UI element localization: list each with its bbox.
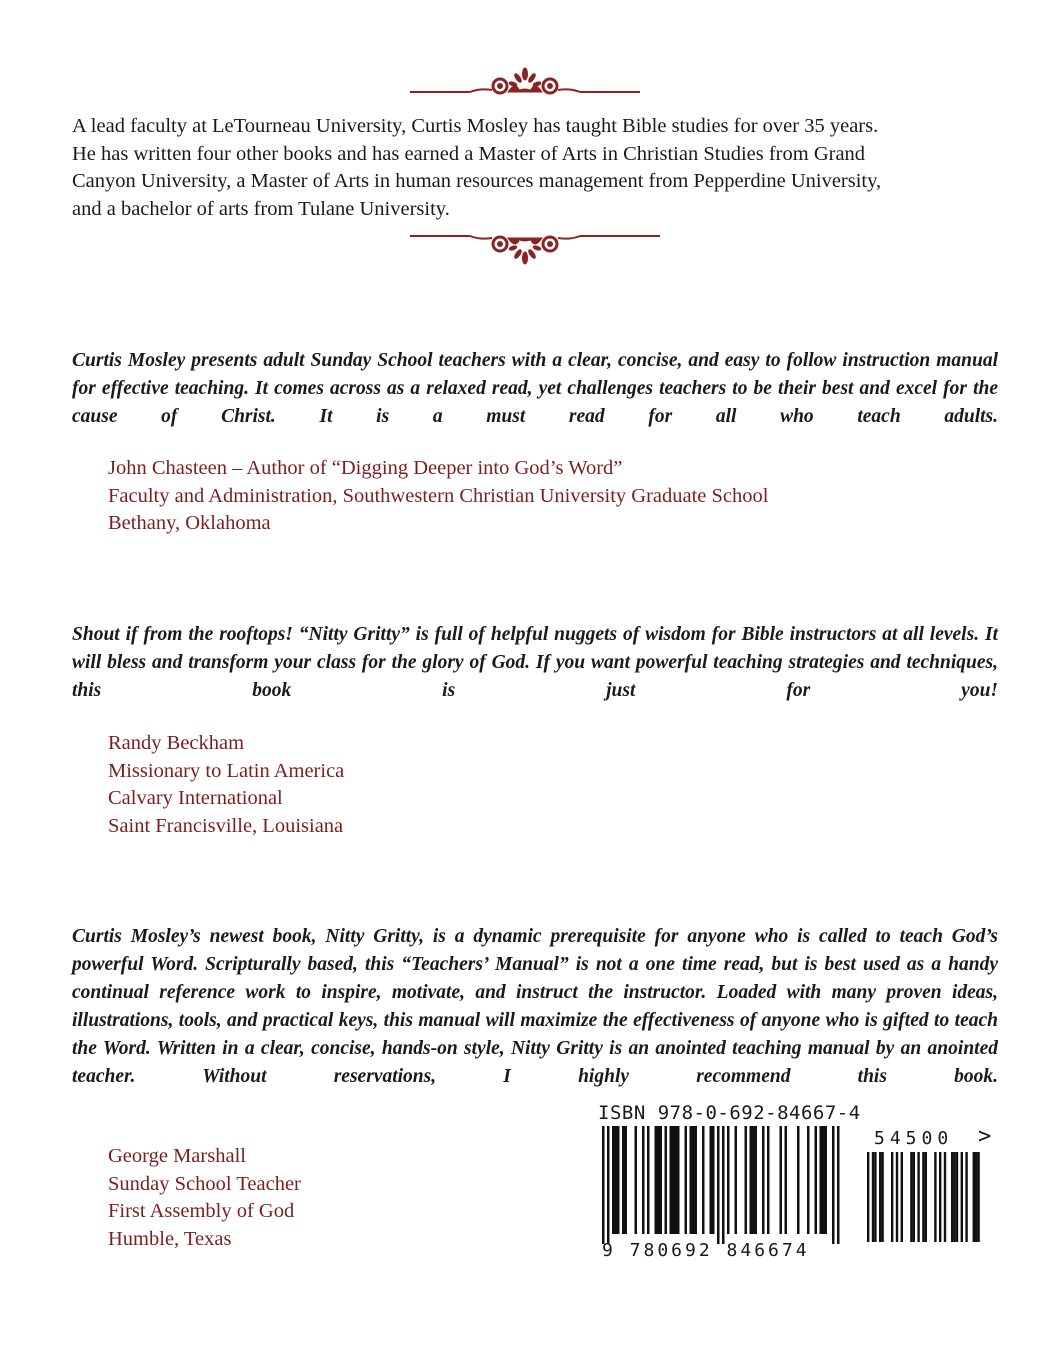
barcode-bar [617, 1126, 620, 1234]
ean-digits: 9 780692 846674 [602, 1240, 810, 1261]
barcode-bar [692, 1126, 695, 1234]
barcode-bar [625, 1126, 628, 1234]
barcode-bar [917, 1152, 919, 1242]
barcode-bar [655, 1126, 658, 1234]
barcode-bar [977, 1152, 979, 1242]
barcode-bar [685, 1126, 688, 1234]
bio-line: and a bachelor of arts from Tulane University. [72, 197, 450, 220]
barcode-bar [690, 1126, 693, 1234]
isbn-barcode [592, 1102, 1012, 1272]
barcode-bar [797, 1126, 800, 1234]
barcode-bar [807, 1126, 810, 1234]
barcode-bar [901, 1152, 903, 1242]
barcode-bar [635, 1126, 638, 1234]
barcode-bar [956, 1152, 958, 1242]
bio-line: A lead faculty at LeTourneau University, Curtis Mosley has taught Bible studies for over 35 years. [72, 115, 879, 137]
barcode-bar [910, 1152, 912, 1242]
barcode-bar [925, 1152, 927, 1242]
barcode-bar [755, 1126, 758, 1234]
barcode-bar [612, 1126, 615, 1234]
barcode-bar [874, 1152, 876, 1242]
attribution-line: Humble, Texas [108, 1227, 232, 1250]
ean13-barcode-bars [602, 1126, 852, 1246]
addon-barcode-bars [867, 1152, 997, 1246]
barcode-bar [642, 1126, 645, 1234]
endorsement-quote: Curtis Mosley’s newest book, Nitty Gritty, is a dynamic prerequisite for anyone who is called to teach God’s powerful Word. Scripturally based, this “Teachers’ Manual” is not a one time read, but is best used as a handy continual reference work to inspire, motivate, and instruct the instructor. Loaded with many proven ideas, illustrations, tools, and practical keys, this manual will maximize the effectiveness of anyone who is gifted to teach the Word. Written in a clear, concise, hands-on style, Nitty Gritty is an anointed teaching manual by an anointed teacher. Without reservations, I highly recommend this book. [72, 926, 998, 1087]
barcode-bar [647, 1126, 650, 1234]
attribution-line: Saint Francisville, Louisiana [108, 814, 344, 837]
barcode-bar [879, 1152, 881, 1242]
barcode-bar [750, 1126, 753, 1234]
attribution-line: Randy Beckham [108, 732, 245, 754]
top-ornament [0, 62, 1051, 104]
barcode-bar [785, 1126, 788, 1234]
barcode-bar [712, 1126, 715, 1234]
attribution-line: First Assembly of God [108, 1200, 295, 1222]
barcode-bar [780, 1126, 783, 1234]
barcode-bar [832, 1126, 835, 1244]
flourish-ornament-top-icon [0, 62, 1051, 104]
barcode-bar [767, 1126, 770, 1234]
barcode-bar [710, 1126, 713, 1234]
barcode-bar [745, 1126, 748, 1234]
barcode-bar [665, 1126, 668, 1234]
barcode-bar [965, 1152, 967, 1242]
barcode-bar [820, 1126, 823, 1234]
attribution-line: Faculty and Administration, Southwestern Christian University Graduate School [108, 484, 769, 507]
barcode-bar [872, 1152, 874, 1242]
barcode-bar [717, 1126, 720, 1244]
barcode-bar [973, 1152, 975, 1242]
author-bio [72, 113, 1002, 223]
attribution-line: Sunday School Teacher [108, 1172, 301, 1195]
barcode-bar [602, 1126, 605, 1244]
bottom-ornament [0, 228, 1051, 274]
barcode-bar [837, 1126, 840, 1244]
barcode-bar [695, 1126, 698, 1234]
bio-line: Canyon University, a Master of Arts in human resources management from Pepperdine University, [72, 170, 882, 192]
barcode-bar [975, 1152, 977, 1242]
barcode-bar [944, 1152, 946, 1242]
endorsement-quote: Curtis Mosley presents adult Sunday School teachers with a clear, concise, and easy to follow instruction manual for effective teaching. It comes across as a relaxed read, yet challenges teachers to be their best and excel for the cause of Christ. It is a must read for all who teach adults. [72, 350, 998, 427]
endorsement-quote: Shout if from the rooftops! “Nitty Gritty” is full of helpful nuggets of wisdom for Bible instructors at all levels. It will bless and transform your class for the glory of God. If you want powerful teaching strategies and techniques, this book is just for you! [72, 624, 998, 701]
barcode-bar [881, 1152, 883, 1242]
barcode-bar [752, 1126, 755, 1234]
barcode-bar [622, 1126, 625, 1234]
bio-line: He has written four other books and has earned a Master of Arts in Christian Studies from Grand [72, 142, 866, 165]
barcode-bar [657, 1126, 660, 1234]
attribution-line: John Chasteen – Author of “Digging Deeper into God’s Word” [108, 457, 623, 479]
barcode-bar [825, 1126, 828, 1234]
barcode-bar [939, 1152, 941, 1242]
barcode-bar [702, 1126, 705, 1234]
price-code: 54500 [874, 1128, 954, 1149]
barcode-bar [815, 1126, 818, 1234]
barcode-bar [961, 1152, 963, 1242]
barcode-bar [672, 1126, 675, 1234]
attribution-line: Calvary International [108, 787, 283, 809]
barcode-bar [822, 1126, 825, 1234]
endorsement-attribution [108, 455, 908, 538]
barcode-bar [867, 1152, 869, 1242]
barcode-bar [607, 1126, 610, 1244]
barcode-bar [951, 1152, 953, 1242]
flourish-ornament-bottom-icon [0, 228, 1051, 274]
attribution-line: Missionary to Latin America [108, 759, 345, 782]
barcode-bar [727, 1126, 730, 1234]
barcode-bar [891, 1152, 893, 1242]
barcode-bar [735, 1126, 738, 1234]
barcode-bar [913, 1152, 915, 1242]
endorsement-attribution [108, 730, 908, 840]
barcode-bar [670, 1126, 673, 1234]
attribution-line: Bethany, Oklahoma [108, 512, 271, 534]
barcode-bar [922, 1152, 924, 1242]
barcode-bar [722, 1126, 725, 1244]
barcode-bar [675, 1126, 678, 1234]
barcode-bar [953, 1152, 955, 1242]
barcode-bar [615, 1126, 618, 1234]
price-arrow: > [978, 1124, 992, 1149]
barcode-bar [896, 1152, 898, 1242]
attribution-line: George Marshall [108, 1145, 246, 1167]
barcode-bar [934, 1152, 936, 1242]
barcode-bar [762, 1126, 765, 1234]
barcode-bar [660, 1126, 663, 1234]
barcode-bar [677, 1126, 680, 1234]
isbn-label: ISBN 978-0-692-84667-4 [598, 1102, 861, 1124]
